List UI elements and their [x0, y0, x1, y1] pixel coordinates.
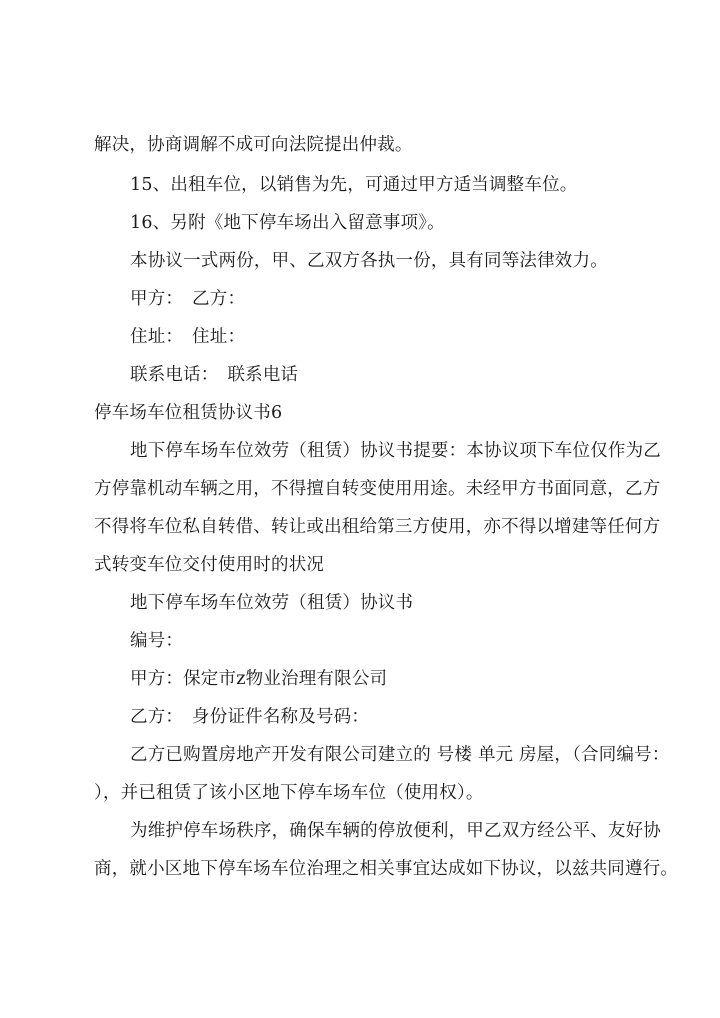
clause-15: 15、出租车位，以销售为先，可通过甲方适当调整车位。 — [130, 175, 578, 195]
section-heading: 停车场车位租赁协议书6 — [94, 403, 283, 423]
address-line: 住址： 住址： — [130, 327, 246, 347]
paragraph-line: 方停靠机动车辆之用，不得擅自转变使用用途。未经甲方书面同意，乙方 — [94, 479, 661, 499]
party-signature-line: 甲方： 乙方： — [130, 289, 246, 309]
paragraph-line: 式转变车位交付使用时的状况 — [94, 555, 325, 575]
paragraph-line: 为维护停车场秩序，确保车辆的停放便利，甲乙双方经公平、友好协 — [130, 821, 661, 841]
party-a-line: 甲方：保定市z物业治理有限公司 — [130, 669, 388, 689]
clause-16: 16、另附《地下停车场出入留意事项》。 — [130, 213, 445, 233]
paragraph-line: 商，就小区地下停车场车位治理之相关事宜达成如下协议，以兹共同遵行。 — [94, 859, 679, 879]
number-field: 编号： — [130, 631, 184, 651]
paragraph-line: 不得将车位私自转借、转让或出租给第三方使用，亦不得以增建等任何方 — [94, 517, 661, 537]
copies-clause: 本协议一式两份，甲、乙双方各执一份，具有同等法律效力。 — [130, 251, 608, 271]
paragraph-line: 乙方已购置房地产开发有限公司建立的 号楼 单元 房屋，（合同编号： — [130, 745, 670, 765]
paragraph-line: ），并已租赁了该小区地下停车场车位（使用权）。 — [94, 783, 484, 803]
paragraph-line: 地下停车场车位效劳（租赁）协议书提要：本协议项下车位仅作为乙 — [130, 441, 661, 461]
paragraph-line: 解决，协商调解不成可向法院提出仲裁。 — [94, 135, 413, 155]
agreement-title: 地下停车场车位效劳（租赁）协议书 — [130, 593, 414, 613]
party-b-line: 乙方： 身份证件名称及号码： — [130, 707, 370, 727]
phone-line: 联系电话： 联系电话 — [130, 365, 299, 385]
